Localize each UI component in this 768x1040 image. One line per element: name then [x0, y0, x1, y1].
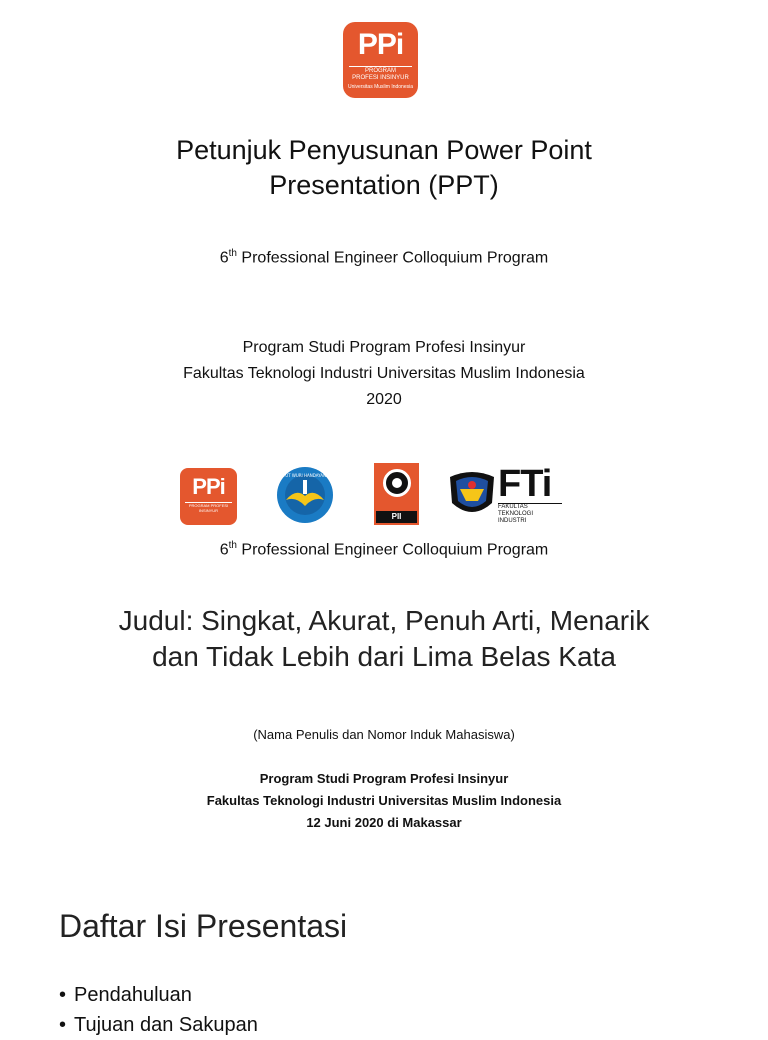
- ppi-logo-university: Universitas Muslim Indonesia: [347, 84, 414, 90]
- slide2-institution: [0, 768, 768, 834]
- fti-shield-logo: [448, 467, 496, 521]
- tutwuri-handayani-logo: [276, 466, 334, 524]
- ppi-logo-small-mark: PPi: [192, 474, 225, 499]
- slide2-institution-line1: Program Studi Program Profesi Insinyur: [259, 771, 509, 786]
- slide2-title-line2: dan Tidak Lebih dari Lima Belas Kata: [152, 641, 616, 672]
- fti-logo-sub2: TEKNOLOGI INDUSTRI: [498, 511, 534, 524]
- ppi-logo-mark: PPi: [357, 28, 404, 61]
- slide2-title-line1: Judul: Singkat, Akurat, Penuh Arti, Menarik: [118, 605, 650, 636]
- slide2-title: [0, 603, 768, 675]
- slide1-subtitle-text: Professional Engineer Colloquium Program: [236, 249, 549, 267]
- fti-logo-sub: [498, 503, 562, 525]
- slide2-subtitle-text: Professional Engineer Colloquium Program: [236, 541, 549, 559]
- slide1-institution-line2: Fakultas Teknologi Industri Universitas Muslim Indonesia: [183, 365, 585, 382]
- ppi-logo-program: [349, 66, 412, 82]
- slide1-title: [0, 133, 768, 203]
- slide1-title-line1: Petunjuk Penyusunan Power Point: [176, 135, 592, 165]
- toc-item: • Pendahuluan: [59, 980, 258, 1010]
- ppi-logo-small-sub: PROGRAM PROFESI INSINYUR: [185, 502, 232, 513]
- ppi-logo-small: [180, 468, 237, 525]
- toc-list: [59, 980, 258, 1040]
- slide2-institution-line2: Fakultas Teknologi Industri Universitas Muslim Indonesia: [206, 793, 562, 808]
- slide2-subtitle: [0, 540, 768, 559]
- slide2-subtitle-sup: th: [228, 540, 237, 551]
- toc-item: • Tujuan dan Sakupan: [59, 1010, 258, 1040]
- slide1-subtitle: [0, 248, 768, 267]
- slide1-subtitle-number: 6: [219, 249, 229, 267]
- ppi-logo-program-line1: PROGRAM: [364, 68, 396, 74]
- pii-circle-icon: [383, 469, 411, 497]
- slide1-institution: [0, 335, 768, 413]
- fti-logo-sub1: FAKULTAS: [498, 504, 528, 510]
- pii-label: PII: [376, 511, 417, 523]
- slide1-subtitle-sup: th: [228, 248, 237, 259]
- tutwuri-text: TUT WURI HANDAYANI: [282, 473, 328, 478]
- pii-logo: [374, 463, 419, 525]
- ppi-logo: [343, 22, 418, 98]
- toc-title: Daftar Isi Presentasi: [59, 908, 348, 944]
- fti-logo-mark: FTi: [498, 463, 552, 505]
- tutwuri-pen-icon: [303, 480, 307, 494]
- slide2-author: (Nama Penulis dan Nomor Induk Mahasiswa): [253, 727, 515, 742]
- shield-red-icon: [468, 481, 476, 489]
- slide1-title-line2: Presentation (PPT): [269, 170, 499, 200]
- slide2-date-place: 12 Juni 2020 di Makassar: [306, 815, 462, 830]
- slide1-institution-line1: Program Studi Program Profesi Insinyur: [242, 339, 526, 356]
- slide2-subtitle-number: 6: [219, 541, 229, 559]
- slide1-year: 2020: [366, 391, 402, 408]
- ppi-logo-program-line2: PROFESI INSINYUR: [352, 75, 409, 81]
